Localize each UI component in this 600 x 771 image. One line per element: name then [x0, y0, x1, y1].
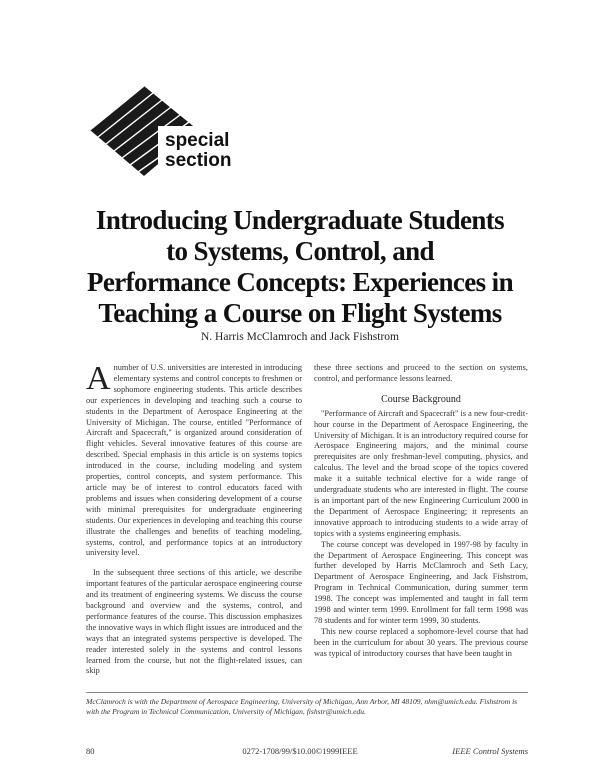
logo-word-special: special — [165, 130, 230, 151]
intro-paragraph-text: number of U.S. universities are interested in introducing elementary systems and control concepts to freshmen or sophomore engineering students. This article describes our experiences in developing and teaching such a course to students in the Department of Aerospace Engineering at the University of Michigan. The course, entitled "Performance of Aircraft and Spacecraft," is organized around consideration of flight vehicles. Several innovative features of this course are described. Special emphasis in this article is on systems topics introduced in the course, including modeling and system properties, control concepts, and system performance. This article may be of interest to control educators faced with problems and issues when considering development of a course with minimal prerequisites for undergraduate engineering students. Our experiences in developing and teaching this course illustrate the challenges and benefits of teaching modeling, systems, control, and performance topics at an introductory university level. — [86, 363, 302, 558]
title-line: Teaching a Course on Flight Systems — [98, 298, 502, 328]
author-affiliation-note: McClamroch is with the Department of Aerospace Engineering, University of Michigan, Ann Arbor, MI 48109, nhm@umich.edu. Fishstrom is with the Program in Technical Communication, University of Michigan, fishstr@umich.edu. — [86, 697, 518, 716]
body-paragraph: "Performance of Aircraft and Spacecraft" is a new four-credit-hour course in the Department of Aerospace Engineering, the University of Michigan. It is an introductory required course for Aerospace Engineering majors, and the minimal course prerequisites are only freshman-level computing, physics, and calculus. The level and the broad scope of the topics covered make it a suitable technical elective for a wide range of undergraduate students who are interested in flight. The course is an important part of the new Engineering Curriculum 2000 in the Department of Aerospace Engineering; it represents an innovative approach to introducing students to a wide array of topics with a systems engineering emphasis. — [314, 408, 528, 538]
drop-cap: A — [86, 360, 111, 397]
body-paragraph: This new course replaced a sophomore-level course that had been in the curriculum for about 30 years. The previous course was typical of introductory courses that have been taught in — [314, 626, 528, 658]
issn-copyright: 0272-1708/99/$10.00©1999IEEE — [242, 746, 358, 756]
left-text-column — [86, 360, 302, 677]
footnote-divider — [86, 692, 528, 693]
journal-name: IEEE Control Systems — [452, 746, 528, 756]
body-paragraph: these three sections and proceed to the section on systems, control, and performance lessons learned. — [314, 363, 528, 383]
article-title — [40, 205, 560, 329]
title-line: to Systems, Control, and — [166, 236, 434, 266]
page-number: 80 — [86, 746, 95, 756]
author-byline: N. Harris McClamroch and Jack Fishstrom — [200, 331, 400, 343]
title-line: Introducing Undergraduate Students — [95, 205, 505, 235]
logo-word-section: section — [165, 150, 232, 171]
title-line: Performance Concepts: Experiences in — [86, 267, 514, 297]
intro-paragraph — [86, 360, 302, 559]
body-paragraph: In the subsequent three sections of this article, we describe important features of the particular aerospace engineering course and its treatment of engineering systems. We discuss the course background and overview and the systems, control, and performance features of the course. This discussion emphasizes the innovative ways in which flight issues are introduced and the ways that an integrated systems perspective is developed. The reader interested solely in the systems and control lessons learned from the course, but not the flight-related issues, can skip — [86, 568, 302, 676]
section-heading: Course Background — [381, 393, 461, 405]
body-paragraph: The course concept was developed in 1997-98 by faculty in the Department of Aerospace Engineering. This concept was further developed by Harris McClamroch and Seth Lacy, Department of Aerospace Engineering, and Jack Fishstrom, Program in Technical Communication, during summer term 1998. The concept was implemented and taught in fall term 1998 and winter term 1999. Enrollment for fall term 1998 was 78 students and for winter term 1999, 30 students. — [314, 539, 528, 625]
right-text-column — [314, 363, 528, 660]
